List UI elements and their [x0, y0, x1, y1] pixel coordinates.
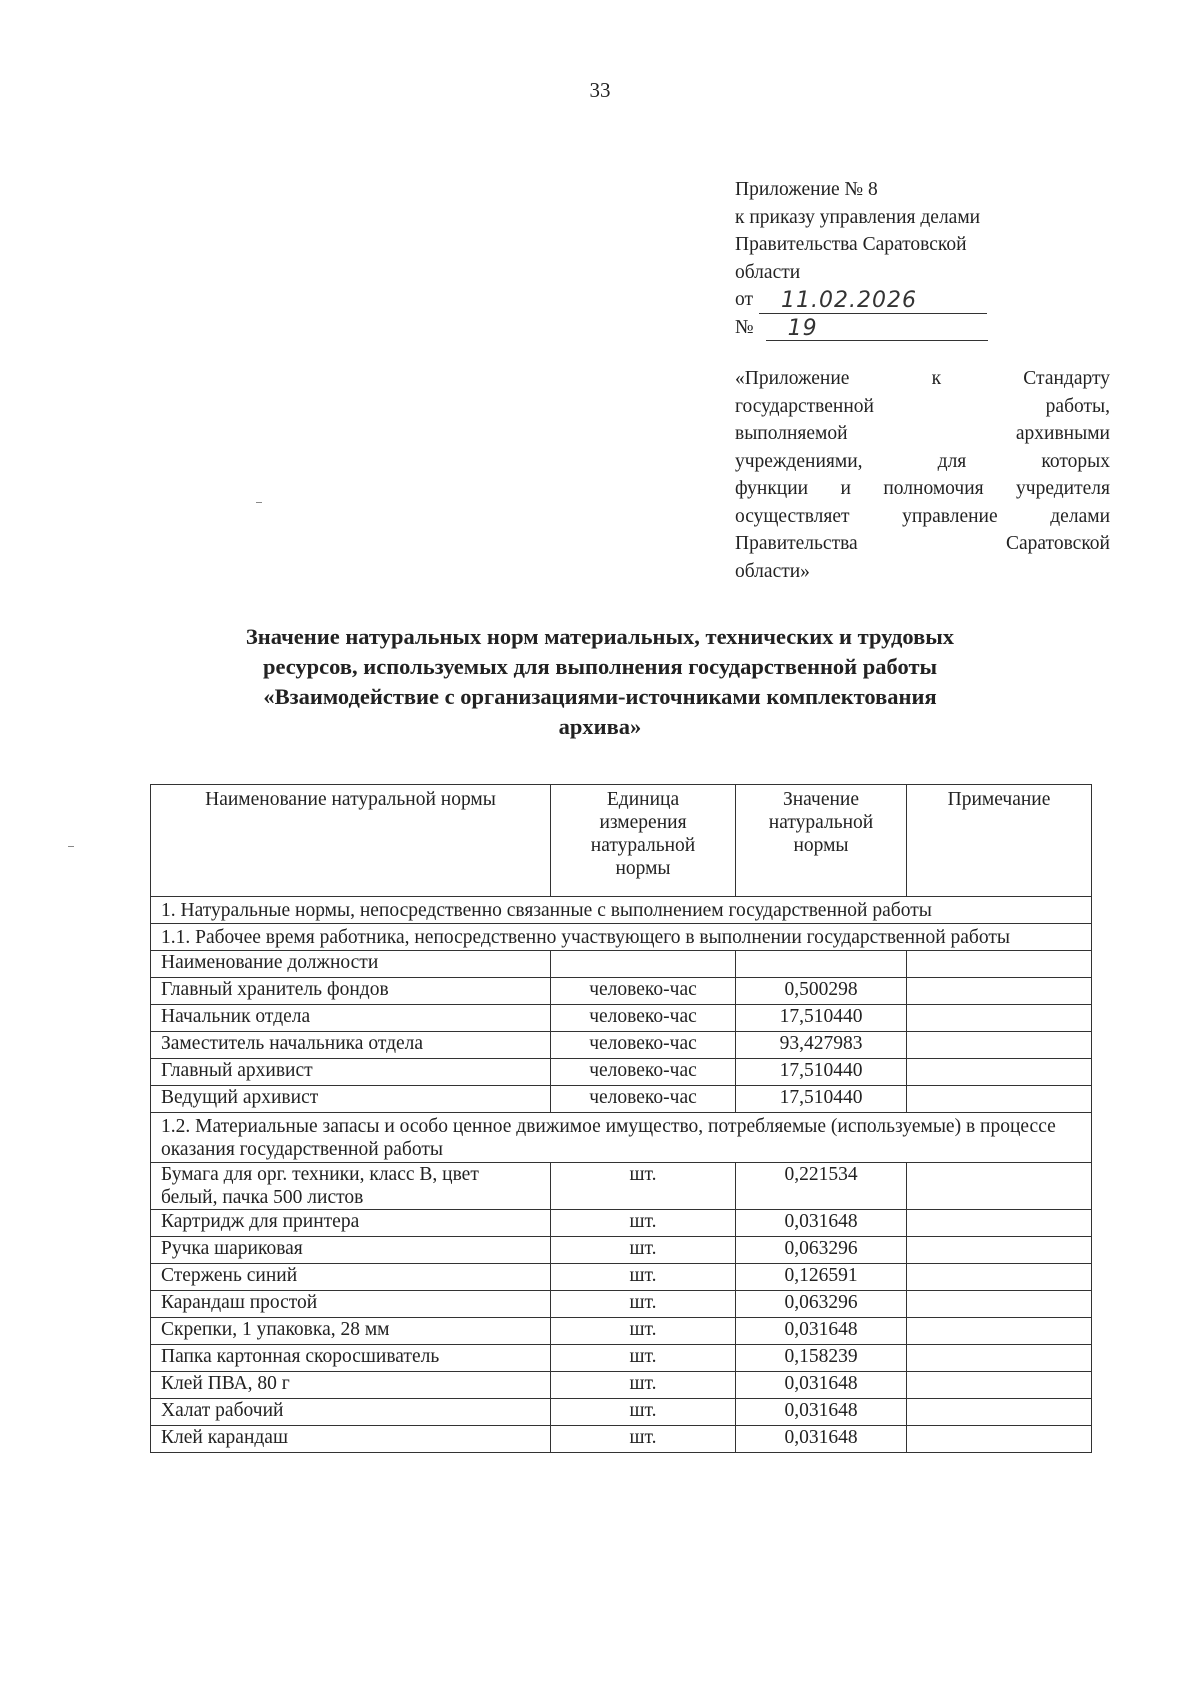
row-name: Стержень синий: [151, 1264, 551, 1291]
row-value: 93,427983: [736, 1032, 907, 1059]
row-value: 17,510440: [736, 1086, 907, 1113]
row-unit: человеко-час: [551, 978, 736, 1005]
row-note: [907, 1318, 1092, 1345]
section-row: [151, 1113, 1092, 1163]
row-name: Клей карандаш: [151, 1426, 551, 1453]
table-row: [151, 1318, 1092, 1345]
row-unit: шт.: [551, 1345, 736, 1372]
empty-cell: [736, 951, 907, 978]
annex-line: области: [735, 261, 801, 283]
row-note: [907, 1372, 1092, 1399]
handwritten-number: 19: [787, 315, 818, 341]
table-row: [151, 1210, 1092, 1237]
row-unit: человеко-час: [551, 1059, 736, 1086]
row-name: Заместитель начальника отдела: [151, 1032, 551, 1059]
row-unit: шт.: [551, 1237, 736, 1264]
annex-line: Правительства Саратовской: [735, 234, 967, 255]
position-header: Наименование должности: [151, 951, 551, 978]
table-row: [151, 1086, 1092, 1113]
row-unit: шт.: [551, 1163, 736, 1210]
row-name: Бумага для орг. техники, класс В, цвет белый, пачка 500 листов: [151, 1163, 551, 1210]
row-note: [907, 1345, 1092, 1372]
row-value: 0,031648: [736, 1210, 907, 1237]
section-1-label: 1. Натуральные нормы, непосредственно связанные с выполнением государственной работы: [151, 897, 1092, 924]
table-row: [151, 1399, 1092, 1426]
document-title: [150, 622, 1050, 742]
row-note: [907, 978, 1092, 1005]
date-field: [759, 289, 987, 314]
row-name: Ручка шариковая: [151, 1237, 551, 1264]
row-value: 0,500298: [736, 978, 907, 1005]
reference-line: выполняемой архивными: [735, 423, 1110, 444]
reference-line: учреждениями, для которых: [735, 450, 1110, 472]
annex-line: Приложение № 8: [735, 179, 878, 200]
header-note: Примечание: [907, 785, 1092, 897]
section-1-1-label: 1.1. Рабочее время работника, непосредственно участвующего в выполнении государственной работы: [151, 924, 1092, 951]
section-1-2-label: 1.2. Материальные запасы и особо ценное движимое имущество, потребляемые (используемые) в процессе оказания государственной работы: [151, 1113, 1092, 1163]
table-row: [151, 978, 1092, 1005]
reference-line: Правительства Саратовской: [735, 533, 1110, 554]
table-row: [151, 1005, 1092, 1032]
row-unit: шт.: [551, 1318, 736, 1345]
norms-table: [150, 784, 1092, 1453]
table-row: [151, 1237, 1092, 1264]
row-note: [907, 1086, 1092, 1113]
annex-header: [735, 176, 1110, 341]
row-name: Начальник отдела: [151, 1005, 551, 1032]
row-unit: шт.: [551, 1264, 736, 1291]
date-row: [735, 286, 1110, 314]
row-value: 0,031648: [736, 1318, 907, 1345]
number-field: [766, 316, 988, 341]
reference-line: осуществляет управление делами: [735, 505, 1110, 527]
row-name: Ведущий архивист: [151, 1086, 551, 1113]
standard-reference: [735, 365, 1110, 585]
row-name: Картридж для принтера: [151, 1210, 551, 1237]
table-row: [151, 1059, 1092, 1086]
row-value: 0,063296: [736, 1291, 907, 1318]
date-prefix: от: [735, 289, 754, 310]
row-name: Папка картонная скоросшиватель: [151, 1345, 551, 1372]
row-note: [907, 1005, 1092, 1032]
row-value: 17,510440: [736, 1005, 907, 1032]
number-prefix: №: [735, 316, 754, 338]
header-name: Наименование натуральной нормы: [151, 785, 551, 897]
row-unit: человеко-час: [551, 1032, 736, 1059]
row-name: Карандаш простой: [151, 1291, 551, 1318]
table-row: [151, 1163, 1092, 1210]
row-value: 0,063296: [736, 1237, 907, 1264]
reference-line: функции и полномочия учредителя: [735, 478, 1110, 499]
title-line: Значение натуральных норм материальных, технических и трудовых: [245, 624, 955, 649]
header-unit: Единица измерения натуральной нормы: [551, 785, 736, 897]
table-row: [151, 1264, 1092, 1291]
row-value: 0,031648: [736, 1426, 907, 1453]
row-note: [907, 1210, 1092, 1237]
table-row: [151, 1032, 1092, 1059]
section-row: [151, 924, 1092, 951]
page-number: 33: [589, 78, 611, 102]
header-value: Значение натуральной нормы: [736, 785, 907, 897]
reference-line: «Приложение к Стандарту: [735, 368, 1110, 389]
row-value: 0,031648: [736, 1399, 907, 1426]
scan-speck: [256, 502, 262, 503]
row-name: Скрепки, 1 упаковка, 28 мм: [151, 1318, 551, 1345]
reference-line: государственной работы,: [735, 395, 1110, 417]
row-note: [907, 1426, 1092, 1453]
row-value: 0,158239: [736, 1345, 907, 1372]
handwritten-date: 11.02.2026: [781, 288, 917, 313]
title-line: ресурсов, используемых для выполнения государственной работы: [262, 654, 938, 679]
row-note: [907, 1237, 1092, 1264]
table-row: [151, 1345, 1092, 1372]
row-value: 0,221534: [736, 1163, 907, 1210]
empty-cell: [907, 951, 1092, 978]
position-header-row: [151, 951, 1092, 978]
section-row: [151, 897, 1092, 924]
reference-line: области»: [735, 560, 810, 582]
row-unit: шт.: [551, 1426, 736, 1453]
table-row: [151, 1426, 1092, 1453]
row-name: Главный архивист: [151, 1059, 551, 1086]
row-unit: шт.: [551, 1291, 736, 1318]
row-note: [907, 1032, 1092, 1059]
table-header-row: [151, 785, 1092, 897]
row-name: Главный хранитель фондов: [151, 978, 551, 1005]
row-note: [907, 1291, 1092, 1318]
row-value: 0,126591: [736, 1264, 907, 1291]
row-note: [907, 1163, 1092, 1210]
title-line: «Взаимодействие с организациями-источниками комплектования: [263, 684, 937, 709]
scan-speck: [68, 846, 74, 847]
row-unit: человеко-час: [551, 1005, 736, 1032]
empty-cell: [551, 951, 736, 978]
row-note: [907, 1399, 1092, 1426]
row-value: 0,031648: [736, 1372, 907, 1399]
row-unit: шт.: [551, 1372, 736, 1399]
number-row: [735, 314, 1110, 342]
annex-line: к приказу управления делами: [735, 206, 981, 228]
row-note: [907, 1059, 1092, 1086]
title-line: архива»: [558, 714, 642, 739]
row-unit: шт.: [551, 1399, 736, 1426]
row-name: Халат рабочий: [151, 1399, 551, 1426]
table-row: [151, 1372, 1092, 1399]
table-row: [151, 1291, 1092, 1318]
row-name: Клей ПВА, 80 г: [151, 1372, 551, 1399]
row-unit: человеко-час: [551, 1086, 736, 1113]
row-value: 17,510440: [736, 1059, 907, 1086]
row-note: [907, 1264, 1092, 1291]
row-unit: шт.: [551, 1210, 736, 1237]
